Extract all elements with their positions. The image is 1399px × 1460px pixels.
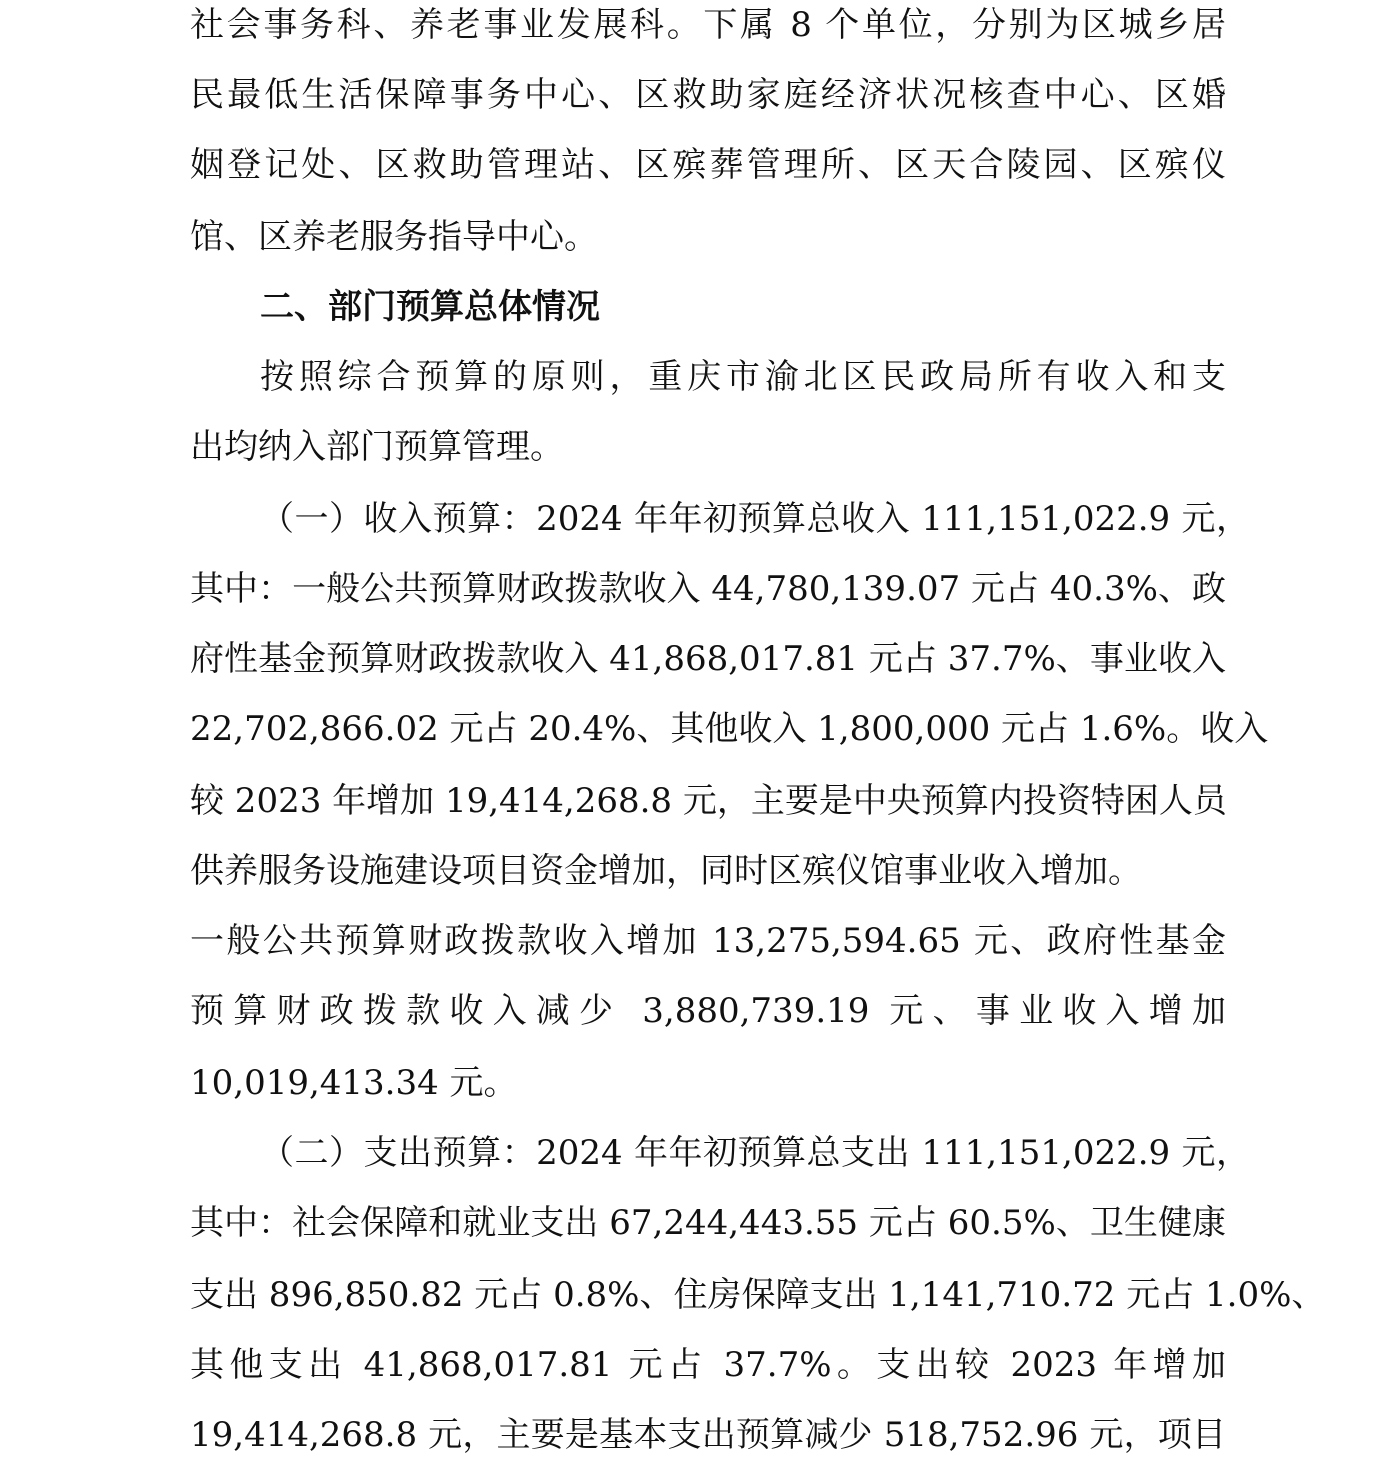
paragraph-line: （一）收入预算：2024 年年初预算总收入 111,151,022.9 元， <box>260 499 1250 539</box>
paragraph-line: 其他支出 41,868,017.81 元占 37.7%。支出较 2023 年增加 <box>190 1345 1226 1385</box>
paragraph-line: 姻登记处、区救助管理站、区殡葬管理所、区天合陵园、区殡仪 <box>190 145 1226 185</box>
paragraph-line: 馆、区养老服务指导中心。 <box>190 217 598 257</box>
paragraph-line: 供养服务设施建设项目资金增加，同时区殡仪馆事业收入增加。 <box>190 851 1142 891</box>
paragraph-line: 府性基金预算财政拨款收入 41,868,017.81 元占 37.7%、事业收入 <box>190 639 1226 679</box>
paragraph-line: 19,414,268.8 元，主要是基本支出预算减少 518,752.96 元，项目 <box>190 1415 1226 1455</box>
paragraph-line: 预算财政拨款收入减少 3,880,739.19 元、事业收入增加 <box>190 991 1226 1031</box>
paragraph-line: 一般公共预算财政拨款收入增加 13,275,594.65 元、政府性基金 <box>190 921 1226 961</box>
paragraph-line: 22,702,866.02 元占 20.4%、其他收入 1,800,000 元占 1.6%。收入 <box>190 709 1269 749</box>
paragraph-line: 支出 896,850.82 元占 0.8%、住房保障支出 1,141,710.72 元占 1.0%、 <box>190 1275 1326 1315</box>
paragraph-line: 出均纳入部门预算管理。 <box>190 427 564 467</box>
paragraph-line: 10,019,413.34 元。 <box>190 1063 518 1103</box>
paragraph-line: （二）支出预算：2024 年年初预算总支出 111,151,022.9 元， <box>260 1133 1250 1173</box>
paragraph-line: 其中：社会保障和就业支出 67,244,443.55 元占 60.5%、卫生健康 <box>190 1203 1226 1243</box>
paragraph-line: 其中：一般公共预算财政拨款收入 44,780,139.07 元占 40.3%、政 <box>190 569 1226 609</box>
paragraph-line: 民最低生活保障事务中心、区救助家庭经济状况核查中心、区婚 <box>190 75 1226 115</box>
paragraph-line: 较 2023 年增加 19,414,268.8 元，主要是中央预算内投资特困人员 <box>190 781 1227 821</box>
paragraph-line: 社会事务科、养老事业发展科。下属 8 个单位，分别为区城乡居 <box>190 5 1226 45</box>
section-heading: 二、部门预算总体情况 <box>260 287 600 327</box>
paragraph-line: 按照综合预算的原则，重庆市渝北区民政局所有收入和支 <box>260 357 1226 397</box>
